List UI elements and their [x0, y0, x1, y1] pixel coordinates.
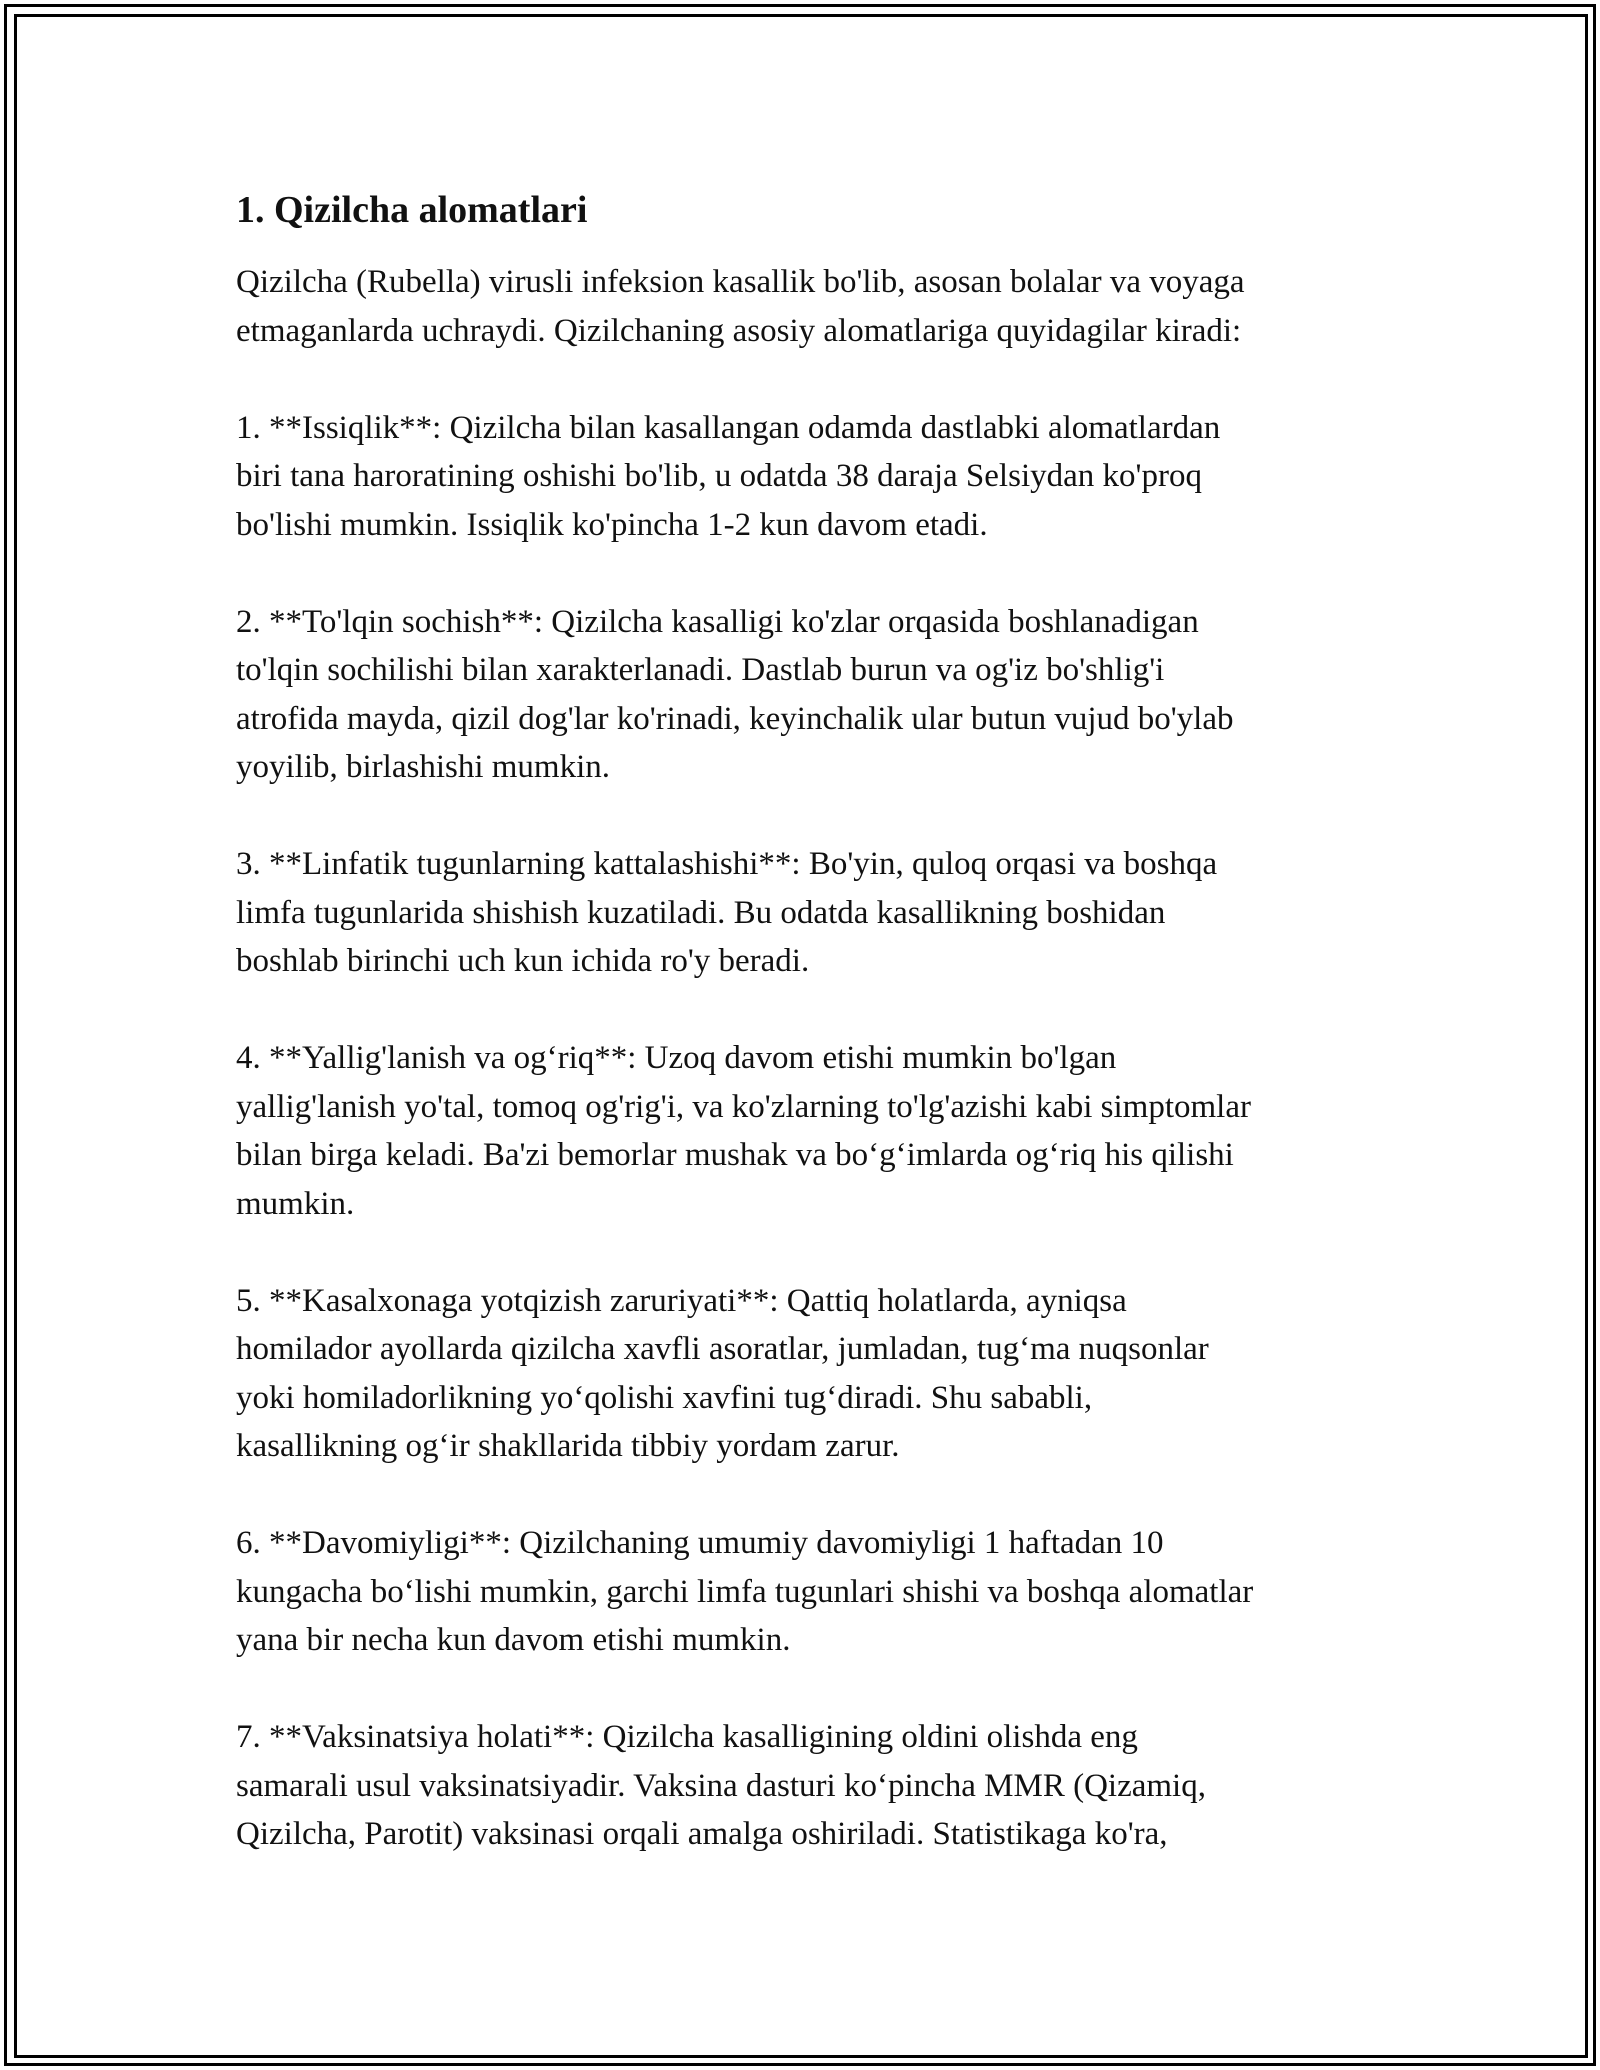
text-line: boshlab birinchi uch kun ichida ro'y beradi. [236, 943, 810, 979]
paragraph-item-4 [236, 1034, 1386, 1228]
text-line: etmaganlarda uchraydi. Qizilchaning asosiy alomatlariga quyidagilar kiradi: [236, 312, 1242, 349]
paragraph-item-2 [236, 598, 1386, 792]
text-line: homilador ayollarda qizilcha xavfli asoratlar, jumladan, tug‘ma nuqsonlar [236, 1331, 1209, 1367]
text-line: to'lqin sochilishi bilan xarakterlanadi. Dastlab burun va og'iz bo'shlig'i [236, 652, 1165, 688]
text-line: bo'lishi mumkin. Issiqlik ko'pincha 1-2 kun davom etadi. [236, 506, 988, 543]
paragraph-item-6 [236, 1519, 1386, 1665]
text-line: kungacha bo‘lishi mumkin, garchi limfa tugunlari shishi va boshqa alomatlar [236, 1573, 1254, 1610]
text-line: 2. **To'lqin sochish**: Qizilcha kasalligi ko'zlar orqasida boshlanadigan [236, 603, 1199, 640]
text-line: yallig'lanish yo'tal, tomoq og'rig'i, va ko'zlarning to'lg'azishi kabi simptomlar [236, 1088, 1251, 1125]
text-line: atrofida mayda, qizil dog'lar ko'rinadi, keyinchalik ular butun vujud bo'ylab [236, 700, 1234, 737]
text-line: bilan birga keladi. Ba'zi bemorlar mushak va bo‘g‘imlarda og‘riq his qilishi [236, 1137, 1234, 1173]
text-line: biri tana haroratining oshishi bo'lib, u odatda 38 daraja Selsiydan ko'proq [236, 458, 1202, 494]
text-line: mumkin. [236, 1185, 355, 1222]
text-line: 7. **Vaksinatsiya holati**: Qizilcha kasalligining oldini olishda eng [236, 1719, 1138, 1755]
paragraph-intro [236, 258, 1386, 355]
text-line: 6. **Davomiyligi**: Qizilchaning umumiy davomiyligi 1 haftadan 10 [236, 1525, 1164, 1561]
paragraph-item-5 [236, 1277, 1386, 1471]
section-heading: 1. Qizilcha alomatlari [236, 189, 588, 231]
text-line: kasallikning og‘ir shakllarida tibbiy yordam zarur. [236, 1428, 900, 1464]
paragraph-item-3 [236, 840, 1386, 986]
text-line: yoyilib, birlashishi mumkin. [236, 749, 611, 785]
paragraph-item-7 [236, 1713, 1386, 1859]
document-body [236, 186, 1386, 1907]
text-line: 4. **Yallig'lanish va og‘riq**: Uzoq davom etishi mumkin bo'lgan [236, 1040, 1117, 1076]
text-line: 1. **Issiqlik**: Qizilcha bilan kasallangan odamda dastlabki alomatlardan [236, 409, 1221, 446]
text-line: 5. **Kasalxonaga yotqizish zaruriyati**: Qattiq holatlarda, ayniqsa [236, 1282, 1127, 1319]
text-line: yana bir necha kun davom etishi mumkin. [236, 1622, 791, 1658]
paragraph-item-1 [236, 404, 1386, 550]
text-line: samarali usul vaksinatsiyadir. Vaksina dasturi ko‘pincha MMR (Qizamiq, [236, 1767, 1206, 1804]
text-line: Qizilcha (Rubella) virusli infeksion kasallik bo'lib, asosan bolalar va voyaga [236, 264, 1245, 300]
paragraph-list [236, 258, 1386, 1859]
text-line: limfa tugunlarida shishish kuzatiladi. Bu odatda kasallikning boshidan [236, 894, 1166, 931]
text-line: 3. **Linfatik tugunlarning kattalashishi**: Bo'yin, quloq orqasi va boshqa [236, 846, 1218, 882]
text-line: yoki homiladorlikning yo‘qolishi xavfini tug‘diradi. Shu sababli, [236, 1379, 1093, 1416]
text-line: Qizilcha, Parotit) vaksinasi orqali amalga oshiriladi. Statistikaga ko'ra, [236, 1816, 1168, 1852]
